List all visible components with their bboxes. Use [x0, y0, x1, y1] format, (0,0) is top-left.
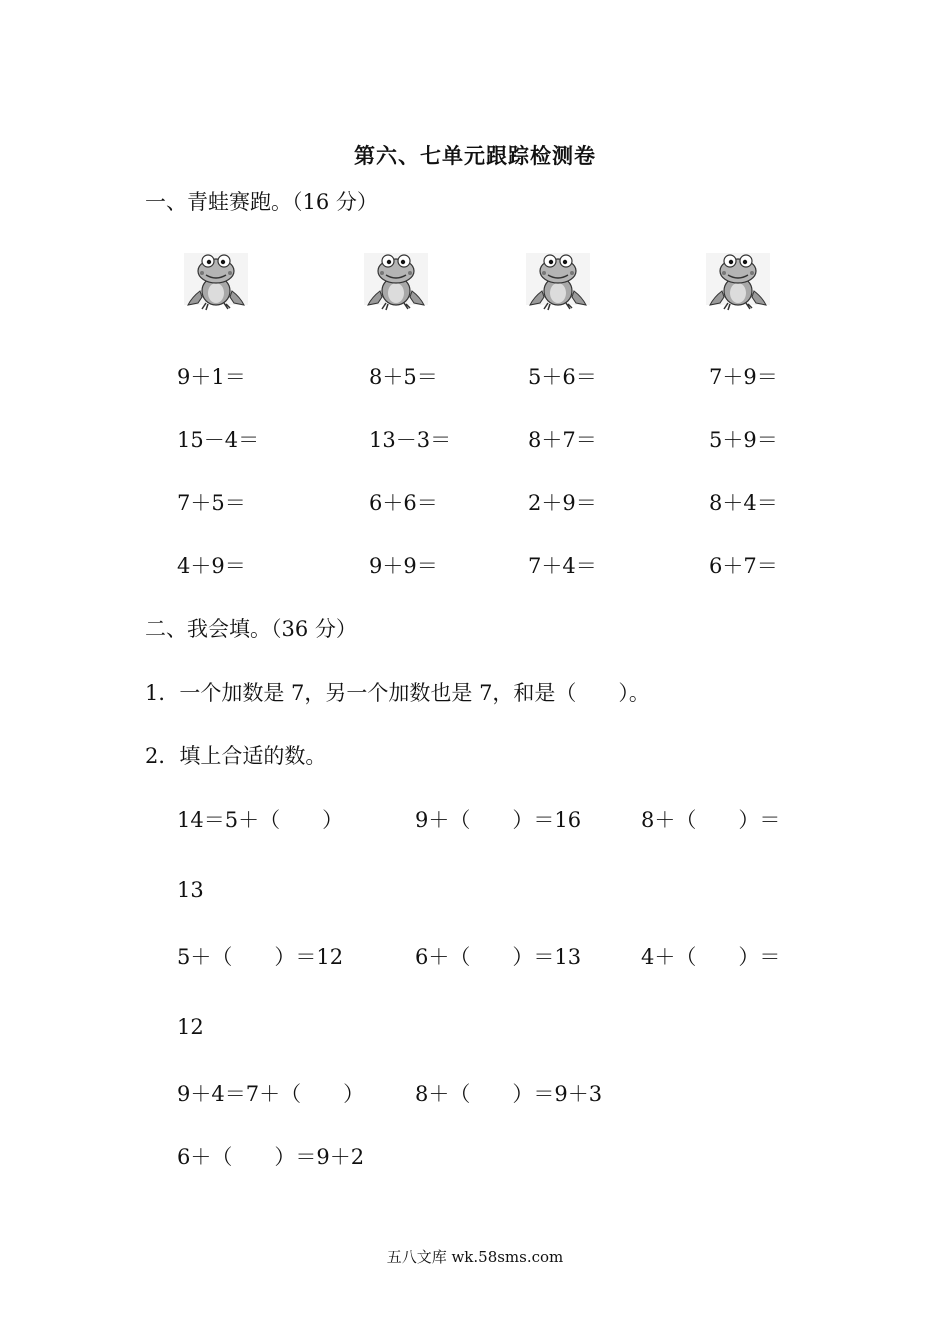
- equation: 5＋9＝: [709, 428, 778, 452]
- fill-blank: 9＋4＝7＋（ ）: [177, 1082, 365, 1106]
- equation: 2＋9＝: [528, 491, 597, 515]
- frog-icon: [706, 247, 770, 311]
- equation: 7＋4＝: [528, 554, 597, 578]
- equation: 4＋9＝: [177, 554, 246, 578]
- equation: 9＋1＝: [177, 365, 246, 389]
- section-1-heading: 一、青蛙赛跑。（16 分）: [145, 190, 378, 214]
- fill-blank-wrap: 12: [177, 1015, 204, 1039]
- frog-icon: [184, 247, 248, 311]
- fill-blank: 8＋（ ）＝9＋3: [415, 1082, 603, 1106]
- equation: 15－4＝: [177, 428, 260, 452]
- fill-blank: 5＋（ ）＝12: [177, 945, 344, 969]
- equation: 8＋7＝: [528, 428, 597, 452]
- frog-icon: [364, 247, 428, 311]
- footer-watermark: 五八文库 wk.58sms.com: [386, 1248, 564, 1266]
- equation: 13－3＝: [369, 428, 452, 452]
- question-2: 2．填上合适的数。: [145, 744, 327, 768]
- fill-blank: 8＋（ ）＝: [641, 808, 781, 832]
- equation: 5＋6＝: [528, 365, 597, 389]
- fill-blank-wrap: 13: [177, 878, 204, 902]
- fill-blank: 14＝5＋（ ）: [177, 808, 344, 832]
- question-1: 1．一个加数是 7，另一个加数也是 7，和是（ ）。: [145, 681, 650, 705]
- equation: 9＋9＝: [369, 554, 438, 578]
- page-title: 第六、七单元跟踪检测卷: [354, 143, 596, 168]
- fill-blank: 6＋（ ）＝13: [415, 945, 582, 969]
- equation: 8＋5＝: [369, 365, 438, 389]
- equation: 6＋7＝: [709, 554, 778, 578]
- fill-blank: 6＋（ ）＝9＋2: [177, 1145, 365, 1169]
- equation: 7＋5＝: [177, 491, 246, 515]
- equation: 8＋4＝: [709, 491, 778, 515]
- section-2-heading: 二、我会填。（36 分）: [145, 617, 357, 641]
- fill-blank: 4＋（ ）＝: [641, 945, 781, 969]
- frog-icon: [526, 247, 590, 311]
- equation: 7＋9＝: [709, 365, 778, 389]
- fill-blank: 9＋（ ）＝16: [415, 808, 582, 832]
- equation: 6＋6＝: [369, 491, 438, 515]
